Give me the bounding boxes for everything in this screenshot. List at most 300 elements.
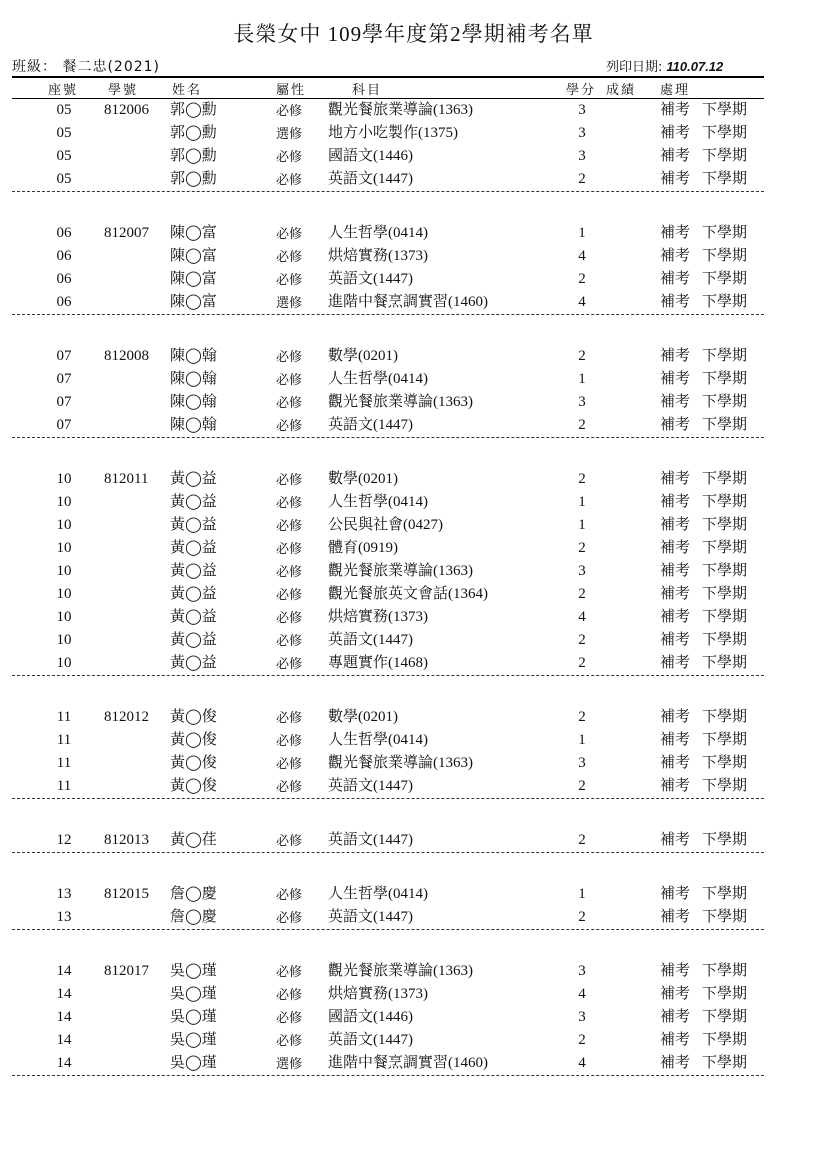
column-header-attribute: 屬性 [276, 83, 307, 98]
credits: 2 [578, 655, 586, 671]
table-row [0, 268, 827, 291]
subject-name: 數學(0201) [328, 709, 398, 725]
credits: 1 [578, 517, 586, 533]
table-row [0, 1029, 827, 1052]
action: 補考 [660, 394, 691, 410]
seat-number: 11 [56, 732, 72, 748]
student-id: 812017 [104, 963, 149, 979]
course-attribute: 必修 [276, 988, 303, 1003]
table-row [0, 652, 827, 675]
column-header-student-id: 學號 [108, 83, 139, 98]
term: 下學期 [702, 755, 748, 771]
group-separator [12, 437, 764, 438]
subject-name: 人生哲學(0414) [328, 494, 428, 510]
action: 補考 [660, 1009, 691, 1025]
table-row [0, 775, 827, 798]
action: 補考 [660, 517, 691, 533]
term: 下學期 [702, 563, 748, 579]
seat-number: 07 [56, 417, 72, 433]
column-header-subject: 科目 [352, 83, 383, 98]
course-attribute: 必修 [276, 757, 303, 772]
student-id: 812015 [104, 886, 149, 902]
course-attribute: 必修 [276, 711, 303, 726]
credits: 4 [578, 1055, 586, 1071]
credits: 3 [578, 148, 586, 164]
action: 補考 [660, 371, 691, 387]
table-row [0, 560, 827, 583]
student-name: 陳◯翰 [170, 348, 217, 364]
table-row [0, 1006, 827, 1029]
subject-name: 人生哲學(0414) [328, 225, 428, 241]
table-row [0, 729, 827, 752]
table-row [0, 983, 827, 1006]
subject-name: 地方小吃製作(1375) [328, 125, 458, 141]
table-row [0, 245, 827, 268]
seat-number: 06 [56, 271, 72, 287]
seat-number: 05 [56, 148, 72, 164]
student-id: 812007 [104, 225, 149, 241]
action: 補考 [660, 102, 691, 118]
course-attribute: 必修 [276, 473, 303, 488]
action: 補考 [660, 909, 691, 925]
student-name: 黃◯益 [170, 540, 217, 556]
student-name: 陳◯翰 [170, 417, 217, 433]
group-gap [0, 192, 827, 222]
course-attribute: 必修 [276, 734, 303, 749]
seat-number: 12 [56, 832, 72, 848]
student-name: 陳◯翰 [170, 371, 217, 387]
credits: 3 [578, 755, 586, 771]
action: 補考 [660, 171, 691, 187]
subject-name: 專題實作(1468) [328, 655, 428, 671]
course-attribute: 必修 [276, 634, 303, 649]
subject-name: 觀光餐旅業導論(1363) [328, 102, 473, 118]
table-row [0, 706, 827, 729]
student-name: 黃◯俊 [170, 755, 217, 771]
group-separator [12, 929, 764, 930]
credits: 1 [578, 371, 586, 387]
student-name: 詹◯慶 [170, 909, 217, 925]
seat-number: 10 [56, 471, 72, 487]
seat-number: 06 [56, 248, 72, 264]
term: 下學期 [702, 632, 748, 648]
course-attribute: 必修 [276, 888, 303, 903]
action: 補考 [660, 655, 691, 671]
course-attribute: 必修 [276, 565, 303, 580]
credits: 2 [578, 778, 586, 794]
action: 補考 [660, 1032, 691, 1048]
student-name: 黃◯俊 [170, 709, 217, 725]
course-attribute: 必修 [276, 396, 303, 411]
table-row [0, 606, 827, 629]
course-attribute: 必修 [276, 519, 303, 534]
student-group [0, 222, 827, 315]
action: 補考 [660, 148, 691, 164]
action: 補考 [660, 778, 691, 794]
table-row [0, 291, 827, 314]
seat-number: 10 [56, 563, 72, 579]
student-name: 郭◯勳 [170, 148, 217, 164]
term: 下學期 [702, 225, 748, 241]
student-name: 郭◯勳 [170, 171, 217, 187]
credits: 1 [578, 494, 586, 510]
table-header [0, 79, 827, 97]
term: 下學期 [702, 709, 748, 725]
student-group [0, 345, 827, 438]
course-attribute: 必修 [276, 150, 303, 165]
credits: 2 [578, 471, 586, 487]
seat-number: 10 [56, 609, 72, 625]
student-name: 黃◯益 [170, 517, 217, 533]
course-attribute: 選修 [276, 127, 303, 142]
subject-name: 人生哲學(0414) [328, 732, 428, 748]
credits: 2 [578, 709, 586, 725]
student-id: 812011 [104, 471, 149, 487]
credits: 2 [578, 540, 586, 556]
credits: 3 [578, 102, 586, 118]
group-gap [0, 930, 827, 960]
seat-number: 13 [56, 909, 72, 925]
subject-name: 數學(0201) [328, 348, 398, 364]
table-row [0, 414, 827, 437]
makeup-exam-list [0, 99, 827, 1076]
term: 下學期 [702, 586, 748, 602]
student-name: 吳◯瑾 [170, 986, 217, 1002]
course-attribute: 必修 [276, 273, 303, 288]
term: 下學期 [702, 102, 748, 118]
term: 下學期 [702, 148, 748, 164]
student-group [0, 960, 827, 1076]
student-id: 812008 [104, 348, 149, 364]
group-gap [0, 676, 827, 706]
student-name: 陳◯翰 [170, 394, 217, 410]
table-row [0, 829, 827, 852]
print-date-label: 列印日期: [606, 60, 663, 75]
column-header-seat: 座號 [48, 83, 79, 98]
student-group [0, 883, 827, 930]
student-id: 812006 [104, 102, 149, 118]
group-separator [12, 314, 764, 315]
action: 補考 [660, 294, 691, 310]
seat-number: 14 [56, 1009, 72, 1025]
column-header-action: 處理 [660, 83, 691, 98]
term: 下學期 [702, 125, 748, 141]
column-header-credits: 學分 [566, 83, 597, 98]
term: 下學期 [702, 494, 748, 510]
action: 補考 [660, 886, 691, 902]
student-name: 黃◯俊 [170, 732, 217, 748]
action: 補考 [660, 586, 691, 602]
action: 補考 [660, 417, 691, 433]
document-title: 長榮女中 109學年度第2學期補考名單 [233, 22, 594, 46]
credits: 2 [578, 586, 586, 602]
action: 補考 [660, 1055, 691, 1071]
seat-number: 14 [56, 1032, 72, 1048]
seat-number: 10 [56, 632, 72, 648]
course-attribute: 必修 [276, 104, 303, 119]
course-attribute: 必修 [276, 834, 303, 849]
student-name: 黃◯益 [170, 655, 217, 671]
course-attribute: 必修 [276, 227, 303, 242]
seat-number: 14 [56, 963, 72, 979]
credits: 3 [578, 963, 586, 979]
table-row [0, 883, 827, 906]
term: 下學期 [702, 394, 748, 410]
column-header-name: 姓名 [172, 83, 203, 98]
subject-name: 觀光餐旅業導論(1363) [328, 963, 473, 979]
seat-number: 10 [56, 517, 72, 533]
term: 下學期 [702, 348, 748, 364]
seat-number: 07 [56, 394, 72, 410]
subject-name: 進階中餐烹調實習(1460) [328, 294, 488, 310]
term: 下學期 [702, 540, 748, 556]
course-attribute: 必修 [276, 250, 303, 265]
course-attribute: 必修 [276, 1011, 303, 1026]
course-attribute: 必修 [276, 1034, 303, 1049]
student-name: 陳◯富 [170, 271, 217, 287]
subject-name: 英語文(1447) [328, 1032, 413, 1048]
course-attribute: 必修 [276, 350, 303, 365]
subject-name: 英語文(1447) [328, 417, 413, 433]
student-group [0, 99, 827, 192]
course-attribute: 必修 [276, 419, 303, 434]
course-attribute: 必修 [276, 965, 303, 980]
term: 下學期 [702, 517, 748, 533]
credits: 2 [578, 832, 586, 848]
course-attribute: 選修 [276, 296, 303, 311]
column-header-score: 成績 [606, 83, 637, 98]
seat-number: 11 [56, 709, 72, 725]
print-date [606, 56, 723, 75]
student-group [0, 829, 827, 853]
seat-number: 14 [56, 1055, 72, 1071]
credits: 2 [578, 417, 586, 433]
action: 補考 [660, 963, 691, 979]
student-name: 吳◯瑾 [170, 1032, 217, 1048]
course-attribute: 必修 [276, 911, 303, 926]
action: 補考 [660, 732, 691, 748]
subject-name: 英語文(1447) [328, 778, 413, 794]
student-name: 陳◯富 [170, 248, 217, 264]
student-name: 吳◯瑾 [170, 1055, 217, 1071]
student-name: 郭◯勳 [170, 125, 217, 141]
group-separator [12, 798, 764, 799]
table-row [0, 122, 827, 145]
print-date-value: 110.07.12 [666, 59, 724, 74]
seat-number: 10 [56, 540, 72, 556]
subject-name: 觀光餐旅英文會話(1364) [328, 586, 488, 602]
table-row [0, 960, 827, 983]
credits: 1 [578, 225, 586, 241]
seat-number: 10 [56, 586, 72, 602]
student-id: 812013 [104, 832, 149, 848]
subject-name: 英語文(1447) [328, 271, 413, 287]
seat-number: 10 [56, 494, 72, 510]
term: 下學期 [702, 986, 748, 1002]
term: 下學期 [702, 963, 748, 979]
term: 下學期 [702, 609, 748, 625]
action: 補考 [660, 540, 691, 556]
subject-name: 觀光餐旅業導論(1363) [328, 394, 473, 410]
action: 補考 [660, 832, 691, 848]
course-attribute: 必修 [276, 780, 303, 795]
table-row [0, 1052, 827, 1075]
subject-name: 英語文(1447) [328, 632, 413, 648]
student-name: 黃◯荏 [170, 832, 217, 848]
seat-number: 14 [56, 986, 72, 1002]
student-name: 吳◯瑾 [170, 963, 217, 979]
term: 下學期 [702, 732, 748, 748]
term: 下學期 [702, 1055, 748, 1071]
student-name: 黃◯益 [170, 494, 217, 510]
term: 下學期 [702, 471, 748, 487]
subject-name: 體育(0919) [328, 540, 398, 556]
group-separator [12, 852, 764, 853]
action: 補考 [660, 632, 691, 648]
group-gap [0, 438, 827, 468]
table-row [0, 168, 827, 191]
student-id: 812012 [104, 709, 149, 725]
table-row [0, 391, 827, 414]
group-gap [0, 799, 827, 829]
course-attribute: 必修 [276, 173, 303, 188]
term: 下學期 [702, 371, 748, 387]
credits: 3 [578, 394, 586, 410]
subject-name: 烘焙實務(1373) [328, 248, 428, 264]
action: 補考 [660, 755, 691, 771]
table-row [0, 368, 827, 391]
student-name: 陳◯富 [170, 294, 217, 310]
action: 補考 [660, 225, 691, 241]
student-name: 詹◯慶 [170, 886, 217, 902]
action: 補考 [660, 125, 691, 141]
action: 補考 [660, 563, 691, 579]
seat-number: 06 [56, 294, 72, 310]
table-row [0, 752, 827, 775]
term: 下學期 [702, 248, 748, 264]
term: 下學期 [702, 778, 748, 794]
credits: 2 [578, 348, 586, 364]
student-name: 黃◯益 [170, 632, 217, 648]
seat-number: 05 [56, 125, 72, 141]
credits: 1 [578, 886, 586, 902]
table-row [0, 222, 827, 245]
header-top-rule [12, 76, 764, 78]
action: 補考 [660, 494, 691, 510]
table-row [0, 468, 827, 491]
course-attribute: 必修 [276, 588, 303, 603]
subject-name: 觀光餐旅業導論(1363) [328, 563, 473, 579]
table-row [0, 514, 827, 537]
group-gap [0, 315, 827, 345]
student-name: 黃◯益 [170, 471, 217, 487]
seat-number: 07 [56, 348, 72, 364]
credits: 3 [578, 125, 586, 141]
table-row [0, 583, 827, 606]
seat-number: 10 [56, 655, 72, 671]
student-name: 黃◯益 [170, 586, 217, 602]
student-name: 黃◯益 [170, 609, 217, 625]
course-attribute: 必修 [276, 542, 303, 557]
term: 下學期 [702, 832, 748, 848]
seat-number: 05 [56, 171, 72, 187]
subject-name: 人生哲學(0414) [328, 371, 428, 387]
term: 下學期 [702, 655, 748, 671]
table-row [0, 629, 827, 652]
student-name: 郭◯勳 [170, 102, 217, 118]
seat-number: 05 [56, 102, 72, 118]
table-row [0, 145, 827, 168]
student-name: 黃◯益 [170, 563, 217, 579]
term: 下學期 [702, 886, 748, 902]
action: 補考 [660, 348, 691, 364]
term: 下學期 [702, 294, 748, 310]
table-row [0, 537, 827, 560]
group-gap [0, 853, 827, 883]
group-separator [12, 191, 764, 192]
student-name: 吳◯瑾 [170, 1009, 217, 1025]
term: 下學期 [702, 171, 748, 187]
credits: 2 [578, 271, 586, 287]
credits: 4 [578, 609, 586, 625]
credits: 2 [578, 909, 586, 925]
credits: 1 [578, 732, 586, 748]
class-label: 班級： 餐二忠(2021) [12, 59, 161, 75]
course-attribute: 必修 [276, 611, 303, 626]
course-attribute: 必修 [276, 496, 303, 511]
seat-number: 11 [56, 755, 72, 771]
subject-name: 公民與社會(0427) [328, 517, 443, 533]
subject-name: 人生哲學(0414) [328, 886, 428, 902]
subject-name: 烘焙實務(1373) [328, 986, 428, 1002]
table-row [0, 906, 827, 929]
student-name: 陳◯富 [170, 225, 217, 241]
credits: 3 [578, 563, 586, 579]
term: 下學期 [702, 909, 748, 925]
student-name: 黃◯俊 [170, 778, 217, 794]
subject-name: 英語文(1447) [328, 909, 413, 925]
seat-number: 11 [56, 778, 72, 794]
action: 補考 [660, 609, 691, 625]
credits: 2 [578, 632, 586, 648]
course-attribute: 選修 [276, 1057, 303, 1072]
action: 補考 [660, 471, 691, 487]
credits: 4 [578, 248, 586, 264]
course-attribute: 必修 [276, 657, 303, 672]
subject-name: 國語文(1446) [328, 148, 413, 164]
credits: 2 [578, 1032, 586, 1048]
subject-name: 進階中餐烹調實習(1460) [328, 1055, 488, 1071]
action: 補考 [660, 271, 691, 287]
term: 下學期 [702, 1032, 748, 1048]
term: 下學期 [702, 1009, 748, 1025]
table-row [0, 345, 827, 368]
course-attribute: 必修 [276, 373, 303, 388]
subject-name: 數學(0201) [328, 471, 398, 487]
credits: 2 [578, 171, 586, 187]
action: 補考 [660, 709, 691, 725]
group-separator [12, 1075, 764, 1076]
credits: 3 [578, 1009, 586, 1025]
student-group [0, 468, 827, 676]
subject-name: 英語文(1447) [328, 171, 413, 187]
subject-name: 烘焙實務(1373) [328, 609, 428, 625]
term: 下學期 [702, 417, 748, 433]
credits: 4 [578, 294, 586, 310]
seat-number: 13 [56, 886, 72, 902]
subject-name: 觀光餐旅業導論(1363) [328, 755, 473, 771]
table-row [0, 491, 827, 514]
